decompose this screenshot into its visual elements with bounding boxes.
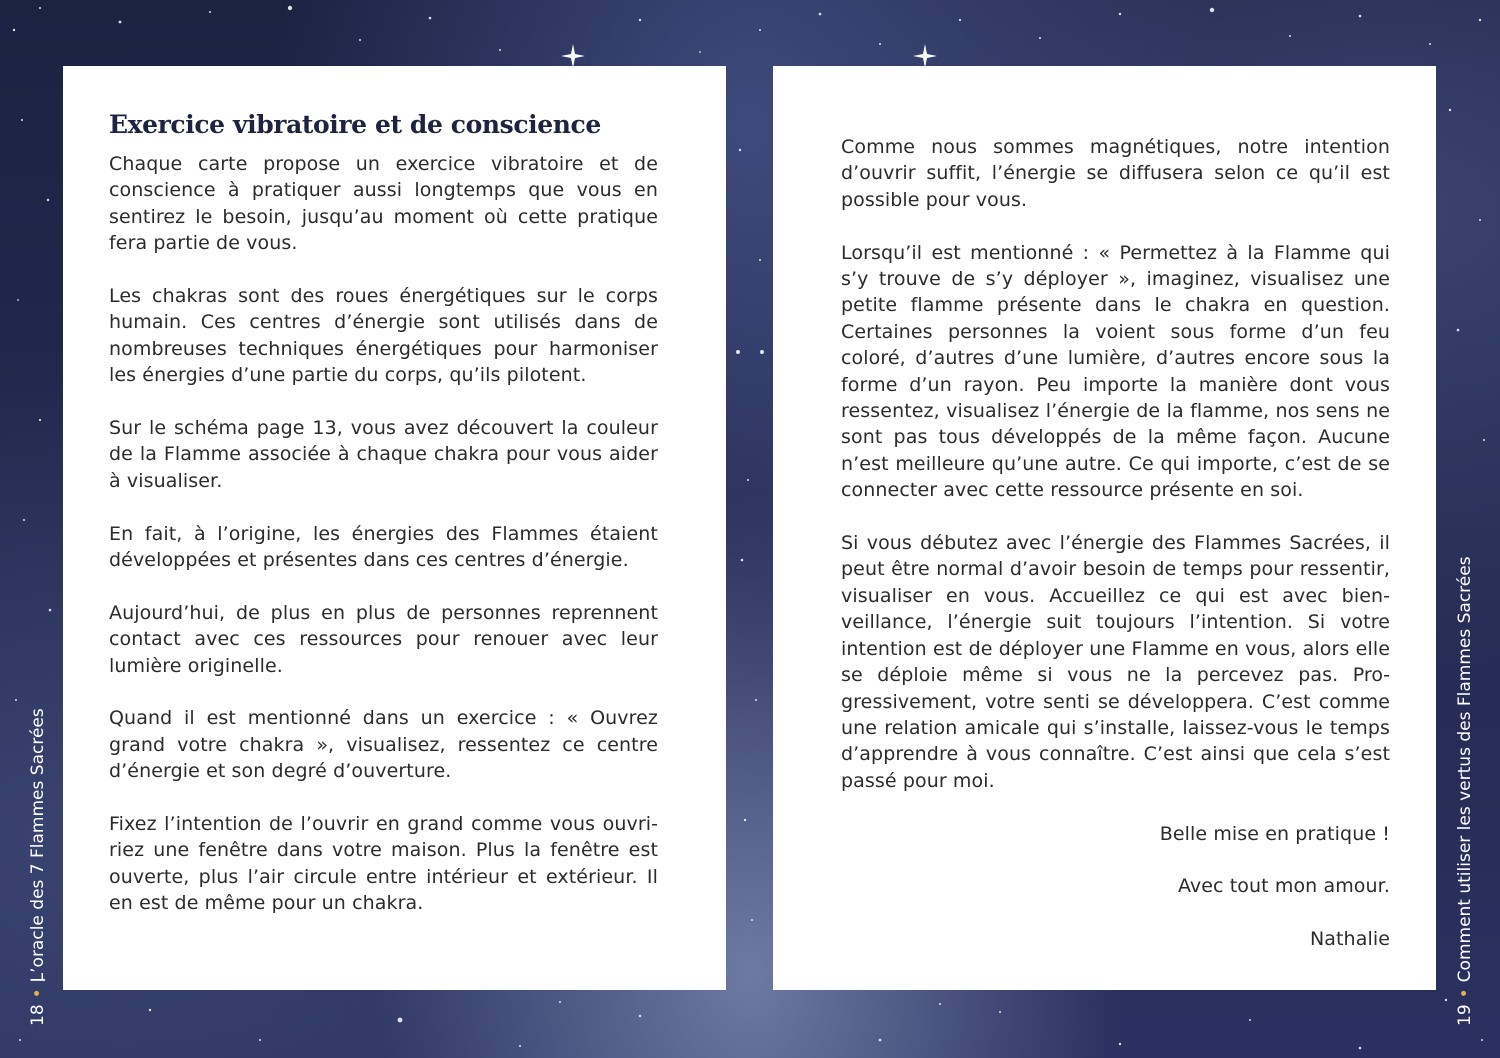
section-heading: Exercice vibratoire et de conscience [109, 110, 601, 139]
closing-line: Avec tout mon amour. [1177, 875, 1390, 898]
page-number: 18 [28, 1004, 48, 1026]
left-page [63, 66, 726, 990]
right-running-footer [1455, 556, 1475, 1026]
paragraph: Sur le schéma page 13, vous avez découvert la couleur de la Flamme associée à chaque chakra pour vous aider à visualiser. [109, 417, 658, 492]
paragraph: Si vous débutez avec l’énergie des Flammes Sacrées, il peut être normal d’avoir besoin de temps pour ressentir, visualiser en vous. Accueillez ce qui est avec bienveillance, l’énergie suit toujours l’intention. Si votre intention est de déployer une Flamme en vous, alors elle se déploie même si vous ne la percevez pas. Progressivement, votre senti se développera. C’est comme une relation amicale qui s’installe, laissez-vous le temps d’apprendre à vous connaître. C’est ainsi que cela s’est passé pour moi. [841, 532, 1390, 792]
paragraph: Chaque carte propose un exercice vibratoire et de conscience à pratiquer aussi longtemps que vous en sentirez le besoin, jusqu’au moment où cette pratique fera partie de vous. [109, 153, 658, 255]
sparkle-star-icon [913, 44, 937, 68]
sparkle-star-icon [561, 44, 585, 68]
page-number: 19 [1455, 1004, 1475, 1026]
closing-line: Belle mise en pratique ! [1159, 822, 1390, 845]
right-page [773, 66, 1436, 990]
paragraph: Aujourd’hui, de plus en plus de personnes reprennent contact avec ces ressources pour renouer avec leur lumière originelle. [109, 601, 658, 677]
left-running-footer [28, 708, 48, 1026]
running-title: L’oracle des 7 Flammes Sacrées [28, 708, 48, 983]
paragraph: Fixez l’intention de l’ouvrir en grand comme vous ouvririez une fenêtre dans votre maison. Plus la fenêtre est ouverte, plus l’air circule entre intérieur et extérieur. Il en est de même pour un chakra. [109, 813, 658, 915]
paragraph: Les chakras sont des roues énergétiques sur le corps humain. Ces centres d’énergie sont utilisés dans de nombreuses techniques énergétiques pour harmoniser les énergies d’une partie du corps, qu’ils pilotent. [109, 285, 658, 387]
running-title: Comment utiliser les vertus des Flammes Sacrées [1455, 556, 1475, 983]
paragraph: En fait, à l’origine, les énergies des Flammes étaient développées et présentes dans ces centres d’énergie. [109, 522, 658, 572]
paragraph: Quand il est mentionné dans un exercice : « Ouvrez grand votre chakra », visualisez, ressentez ce centre d’énergie et son degré d’ouverture. [109, 707, 658, 783]
separator-dot-icon: • [1455, 988, 1475, 999]
paragraph: Comme nous sommes magnétiques, notre intention d’ouvrir suffit, l’énergie se diffusera selon ce qu’il est possible pour vous. [841, 136, 1390, 211]
separator-dot-icon: • [28, 988, 48, 999]
paragraph: Lorsqu’il est mentionné : « Permettez à la Flamme qui s’y trouve de s’y déployer », imaginez, visualisez une petite flamme présente dans le chakra en question. Certaines personnes la voient sous forme d’un feu coloré, d’autres d’une lumière, d’autres encore sous la forme d’un rayon. Peu importe la manière dont vous ressentez, visualisez l’énergie de la flamme, nos sens ne sont pas tous développés de la même façon. Aucune n’est meilleure qu’une autre. Ce qui importe, c’est de se connecter avec cette ressource présente en soi. [841, 241, 1390, 502]
signature: Nathalie [1309, 928, 1390, 951]
